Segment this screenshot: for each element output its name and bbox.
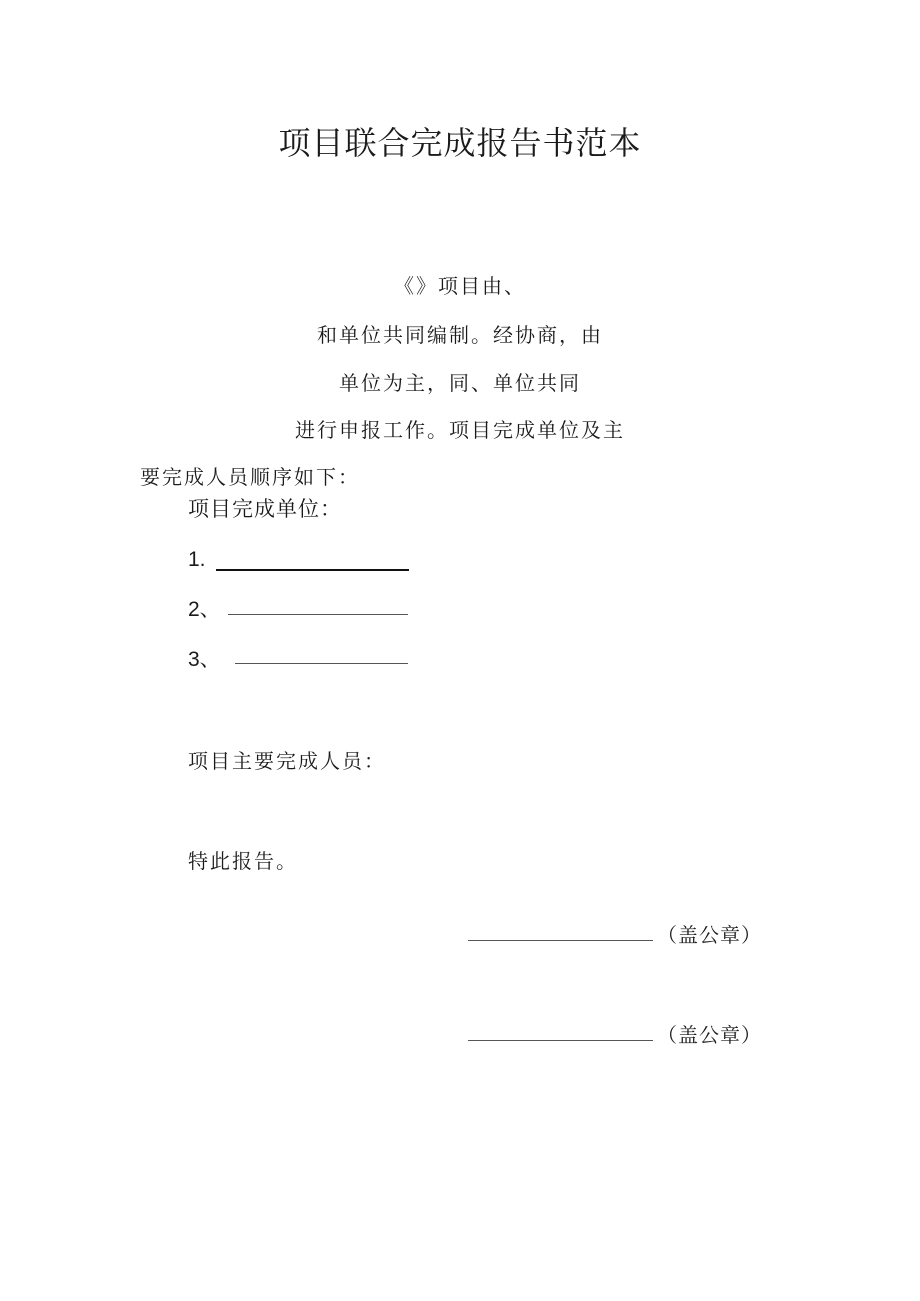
seal-label-1: （盖公章） [657,923,762,947]
unit-blank-3[interactable] [235,663,408,664]
unit-blank-2[interactable] [228,614,408,615]
signature-blank-1[interactable] [468,940,653,941]
unit-number-3: 3、 [188,648,221,671]
signature-blank-2[interactable] [468,1040,653,1041]
unit-number-1: 1. [188,548,206,571]
unit-blank-1[interactable] [216,569,409,571]
paragraph-line-4: 进行申报工作。项目完成单位及主 [295,418,625,442]
unit-number-2: 2、 [188,598,221,621]
paragraph-line-1: 《》项目由、 [394,274,526,298]
closing-text: 特此报告。 [188,849,298,873]
units-heading: 项目完成单位： [188,497,342,521]
paragraph-line-5: 要完成人员顺序如下： [140,465,360,489]
document-title: 项目联合完成报告书范本 [278,124,642,162]
paragraph-line-2: 和单位共同编制。经协商，由 [317,323,603,347]
seal-label-2: （盖公章） [657,1023,762,1047]
paragraph-line-3: 单位为主，同、单位共同 [339,371,581,395]
personnel-heading: 项目主要完成人员： [188,749,386,773]
